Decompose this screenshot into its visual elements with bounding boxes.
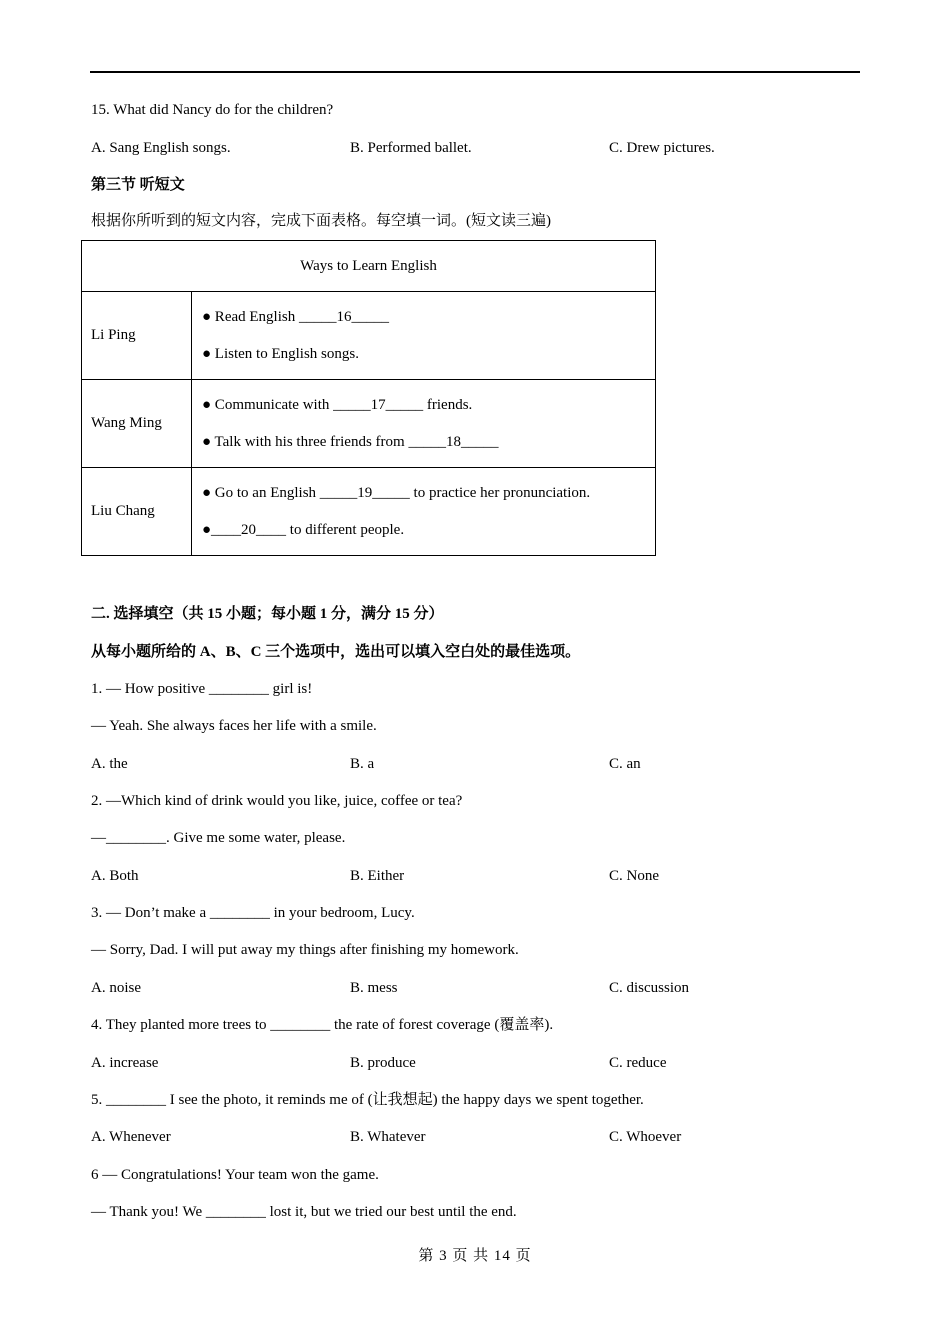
q15-question: 15. What did Nancy do for the children? (91, 102, 334, 118)
q4-line-1: 4. They planted more trees to ________ the rate of forest coverage (覆盖率). (91, 1017, 554, 1033)
q3-line-2: — Sorry, Dad. I will put away my things after finishing my homework. (91, 942, 519, 958)
q5-option-b: B. Whatever (350, 1129, 426, 1145)
q1-option-c: C. an (609, 756, 641, 772)
row-name: Liu Chang (82, 468, 192, 556)
q2-line-2: —________. Give me some water, please. (91, 830, 346, 846)
q2-line-1: 2. —Which kind of drink would you like, juice, coffee or tea? (91, 793, 463, 809)
q3-option-a: A. noise (91, 980, 141, 996)
row-item: ● Read English _____16_____ (202, 309, 389, 325)
q1-option-b: B. a (350, 756, 375, 772)
q15-option-b: B. Performed ballet. (350, 140, 472, 156)
section3-title: 第三节 听短文 (91, 177, 185, 193)
part2-instruction: 从每小题所给的 A、B、C 三个选项中，选出可以填入空白处的最佳选项。 (91, 644, 581, 660)
q2-option-a: A. Both (91, 868, 139, 884)
row-item: ● Go to an English _____19_____ to practice her pronunciation. (202, 485, 591, 501)
ways-to-learn-table (81, 240, 656, 556)
q3-option-c: C. discussion (609, 980, 690, 996)
row-item: ● Communicate with _____17_____ friends. (202, 397, 473, 413)
q3-line-1: 3. — Don’t make a ________ in your bedroom, Lucy. (91, 905, 415, 921)
page-footer: 第 3 页 共 14 页 (418, 1248, 532, 1264)
table-row (82, 468, 656, 556)
q6-line-2: — Thank you! We ________ lost it, but we tried our best until the end. (91, 1204, 517, 1220)
q4-option-c: C. reduce (609, 1055, 667, 1071)
row-item: ● Talk with his three friends from _____18_____ (202, 434, 499, 450)
top-rule (90, 71, 860, 73)
section3-instruction: 根据你所听到的短文内容，完成下面表格。每空填一词。(短文读三遍) (91, 213, 551, 229)
q4-option-b: B. produce (350, 1055, 416, 1071)
row-name: Li Ping (82, 292, 192, 380)
q15-option-a: A. Sang English songs. (91, 140, 231, 156)
row-item: ● Listen to English songs. (202, 346, 359, 362)
q3-option-b: B. mess (350, 980, 398, 996)
q1-option-a: A. the (91, 756, 128, 772)
q4-option-a: A. increase (91, 1055, 159, 1071)
table-title: Ways to Learn English (82, 241, 656, 292)
part2-title: 二. 选择填空（共 15 小题；每小题 1 分，满分 15 分） (91, 606, 444, 622)
row-name: Wang Ming (82, 380, 192, 468)
q2-option-b: B. Either (350, 868, 405, 884)
q2-option-c: C. None (609, 868, 659, 884)
row-item: ●____20____ to different people. (202, 522, 405, 538)
q6-line-1: 6 — Congratulations! Your team won the game. (91, 1167, 379, 1183)
table-row (82, 292, 656, 380)
q5-option-a: A. Whenever (91, 1129, 171, 1145)
q5-line-1: 5. ________ I see the photo, it reminds me of (让我想起) the happy days we spent together. (91, 1092, 644, 1108)
q15-option-c: C. Drew pictures. (609, 140, 715, 156)
q1-line-1: 1. — How positive ________ girl is! (91, 681, 313, 697)
table-row (82, 380, 656, 468)
q5-option-c: C. Whoever (609, 1129, 682, 1145)
q1-line-2: — Yeah. She always faces her life with a smile. (91, 718, 377, 734)
